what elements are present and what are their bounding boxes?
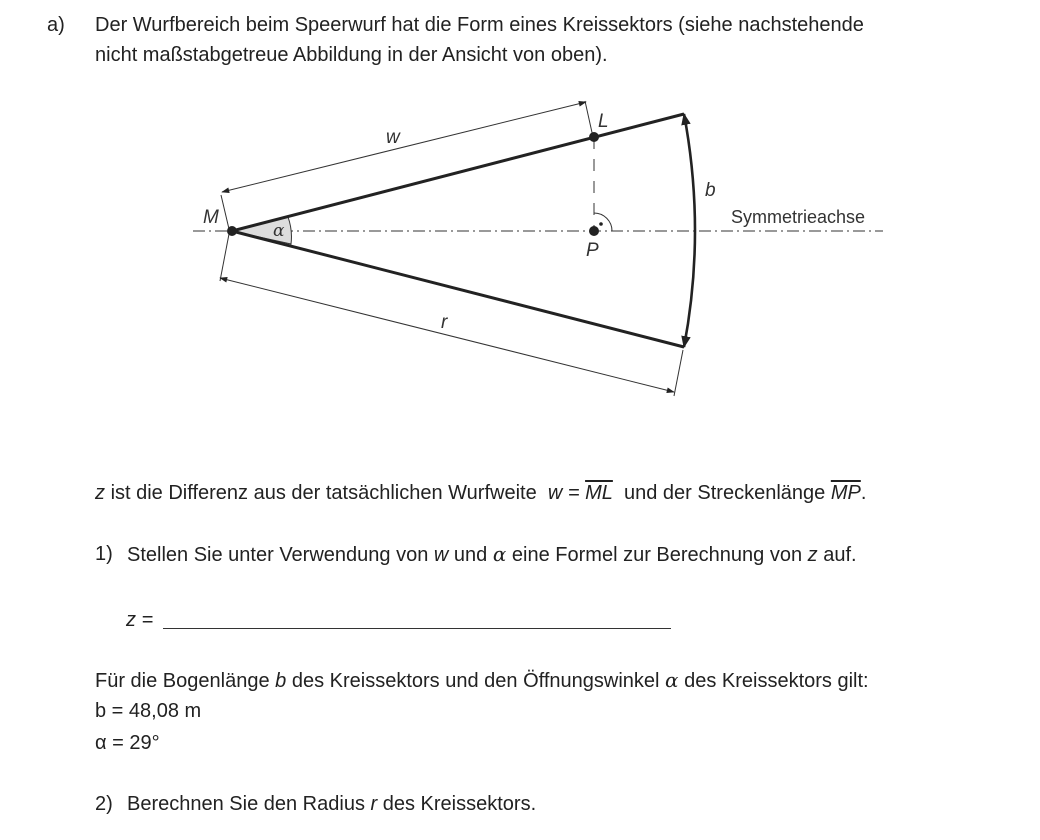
- dimension-r-ext-left: [220, 234, 229, 281]
- given-alpha-value: α = 29°: [95, 732, 160, 754]
- definition-line: z ist die Differenz aus der tatsächlichen Wurfweite $w = \overline{ML}$ und der Streckenlänge $\overline{MP}$.: [95, 482, 867, 504]
- label-b: b: [705, 180, 716, 201]
- intro-line-2: nicht maßstabgetreue Abbildung in der Ansicht von oben).: [95, 44, 608, 66]
- dimension-r-ext-right: [674, 350, 683, 396]
- label-alpha: α: [273, 221, 285, 241]
- question-2-number: 2): [95, 793, 113, 815]
- dimension-r: [220, 278, 674, 392]
- given-b-value: b = 48,08 m: [95, 700, 202, 722]
- answer-prefix: z =: [126, 609, 154, 631]
- dimension-w: [222, 102, 586, 192]
- dimension-w-ext-left: [221, 195, 229, 229]
- point-M: [227, 226, 237, 236]
- label-M: M: [203, 207, 219, 228]
- point-L: [589, 132, 599, 142]
- label-r: r: [441, 312, 448, 333]
- intro-line-1: Der Wurfbereich beim Speerwurf hat die Form eines Kreissektors (siehe nachstehende: [95, 14, 864, 36]
- right-angle-dot: [599, 222, 603, 226]
- label-P: P: [586, 240, 599, 261]
- point-P: [589, 226, 599, 236]
- answer-line[interactable]: [163, 628, 671, 629]
- sector-side-lower: [232, 231, 684, 347]
- label-symmetrieachse: Symmetrieachse: [731, 207, 866, 227]
- dimension-w-ext-right: [585, 101, 593, 137]
- question-1-number: 1): [95, 543, 113, 565]
- question-2-text: Berechnen Sie den Radius r des Kreissektors.: [127, 793, 537, 815]
- label-L: L: [598, 111, 609, 132]
- task-label: a): [47, 14, 65, 36]
- question-1-text: Stellen Sie unter Verwendung von w und α eine Formel zur Berechnung von z auf.: [127, 542, 857, 566]
- given-text: Für die Bogenlänge b des Kreissektors und den Öffnungswinkel α des Kreissektors gilt:: [95, 668, 869, 692]
- label-w: w: [386, 127, 400, 148]
